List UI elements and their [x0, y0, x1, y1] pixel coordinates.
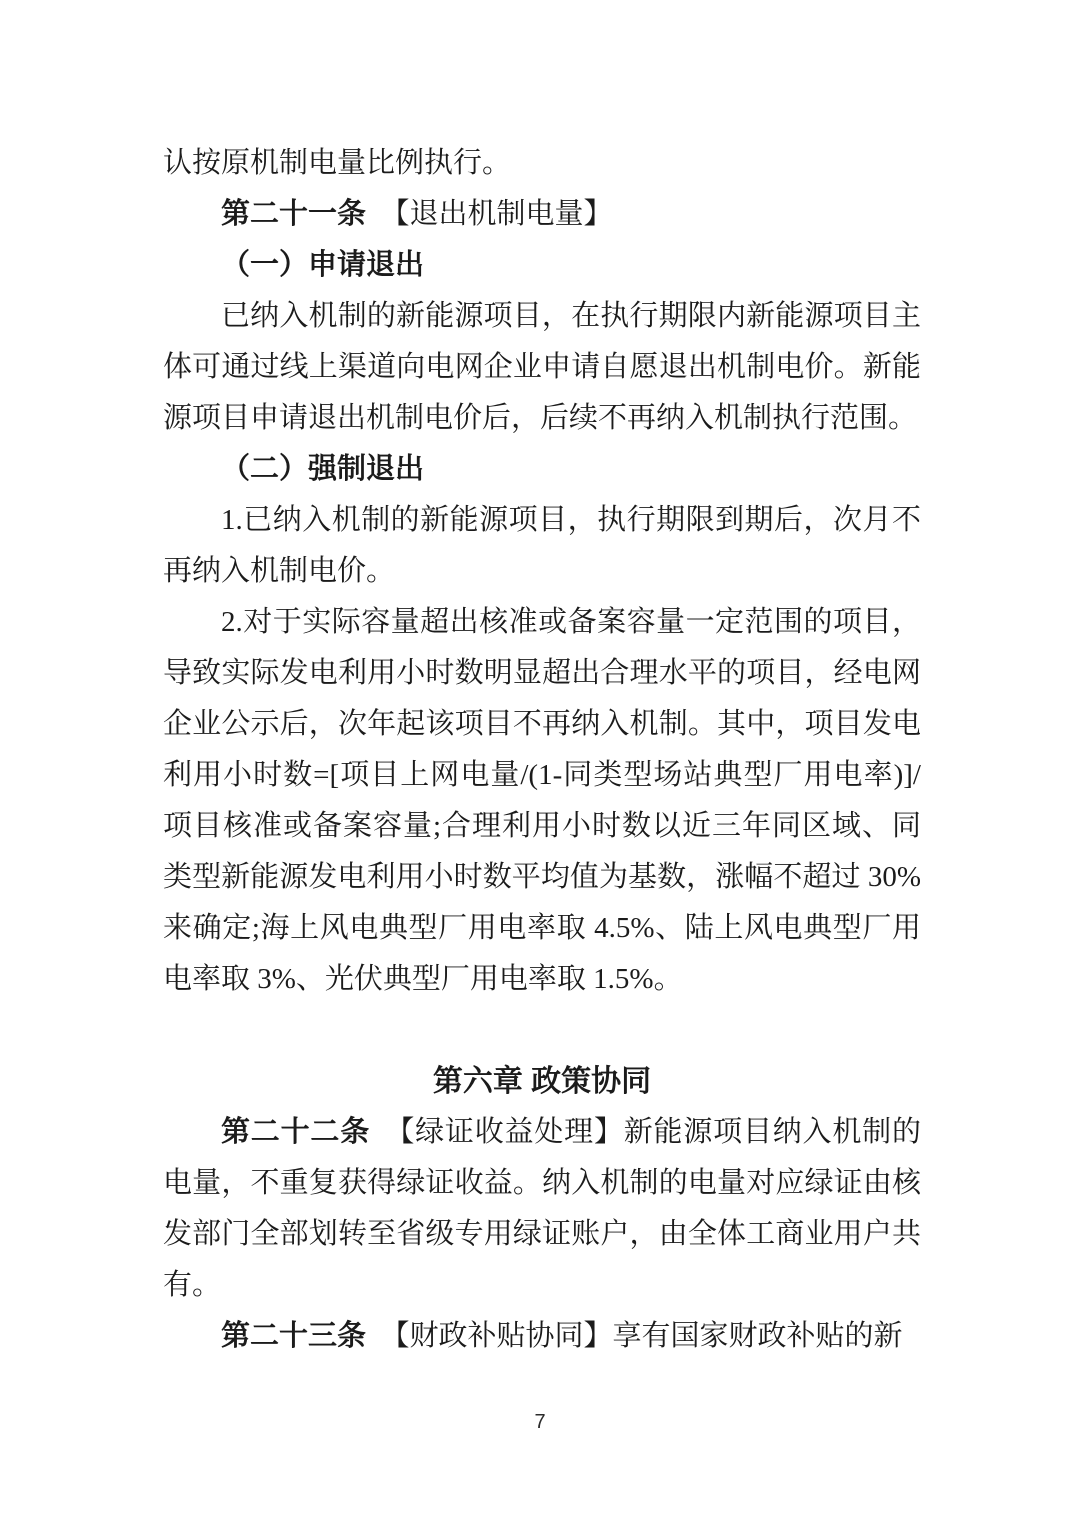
text-run: 认按原机制电量比例执行。 [163, 147, 512, 179]
voluntary-exit-body [163, 291, 921, 444]
article-23-body [163, 1311, 921, 1362]
item-1-heading [163, 240, 921, 291]
text-run: 2.对于实际容量超出核准或备案容量一定范围的项目，导致实际发电利用小时数明显超出合理水平的项目，经电网企业公示后，次年起该项目不再纳入机制。其中，项目发电利用小时数=[项目上网电量/(1-同类型场站典型厂用电率)]/项目核准或备案容量;合理利用小时数以近三年同区域、同类型新能源发电利用小时数平均值为基数，涨幅不超过 30%来确定;海上风电典型厂用电率取 4.5%、陆上风电典型厂用电率取 3%、光伏典型厂用电率取 1.5%。 [163, 606, 921, 995]
bold-text-run: 第二十二条 [221, 1116, 371, 1148]
bold-text-run: 第六章 政策协同 [432, 1065, 652, 1098]
text-run: 1.已纳入机制的新能源项目，执行期限到期后，次月不再纳入机制电价。 [163, 504, 921, 587]
article-22-body [163, 1107, 921, 1311]
continuation-paragraph [163, 138, 921, 189]
bold-text-run: 第二十三条 [221, 1320, 367, 1352]
bold-text-run: （二）强制退出 [221, 453, 425, 485]
bold-text-run: 第二十一条 [221, 198, 367, 230]
article-21-heading [163, 189, 921, 240]
chapter-6-heading [163, 1056, 921, 1107]
text-run: 【财政补贴协同】享有国家财政补贴的新 [366, 1320, 903, 1352]
item-2-heading [163, 444, 921, 495]
forced-exit-clause-2 [163, 597, 921, 1005]
forced-exit-clause-1 [163, 495, 921, 597]
text-run: 【退出机制电量】 [366, 198, 613, 230]
text-run: 已纳入机制的新能源项目，在执行期限内新能源项目主体可通过线上渠道向电网企业申请自愿退出机制电价。新能源项目申请退出机制电价后，后续不再纳入机制执行范围。 [163, 300, 921, 434]
bold-text-run: （一）申请退出 [221, 249, 425, 281]
page-number: 7 [534, 1411, 546, 1433]
text-run: 【绿证收益处理】新能源项目纳入机制的电量，不重复获得绿证收益。纳入机制的电量对应绿证由核发部门全部划转至省级专用绿证账户，由全体工商业用户共有。 [163, 1116, 921, 1301]
document-content [163, 138, 921, 1362]
page-footer [0, 1408, 1080, 1436]
